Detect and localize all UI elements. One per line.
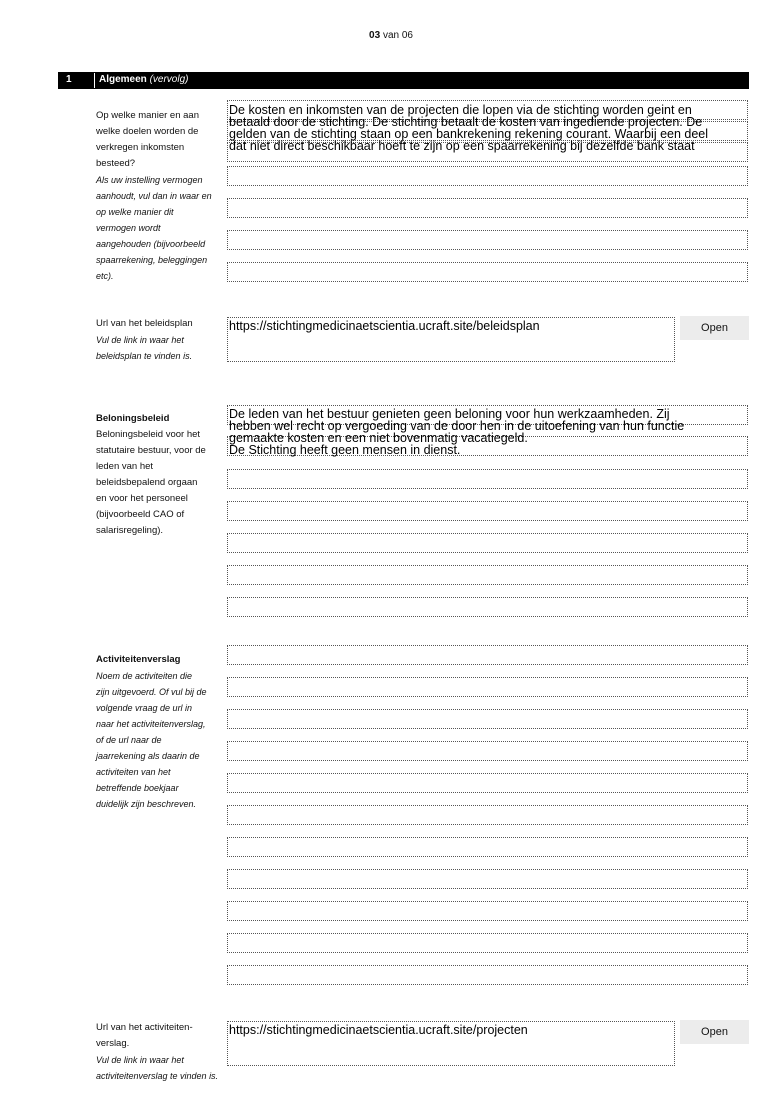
beloningsbeleid-line-6[interactable]: [227, 565, 748, 585]
besteding-label-block: [96, 108, 224, 284]
section-subtitle: (vervolg): [149, 74, 189, 85]
beleidsplan-url: https://stichtingmedicinaetscientia.ucraft.site/beleidsplan: [229, 319, 540, 333]
beloningsbeleid-line-7[interactable]: [227, 597, 748, 617]
beloningsbeleid-title: Beloningsbeleid: [96, 413, 170, 424]
beleidsplan-open-button[interactable]: Open: [680, 316, 749, 340]
activiteitenverslag-title: Activiteitenverslag: [96, 654, 181, 665]
beleidsplan-hint: Vul de link in waar het beleidsplan te vinden is.: [96, 335, 193, 361]
verslag-open-button[interactable]: Open: [680, 1020, 749, 1044]
activiteiten-line-10[interactable]: [227, 933, 748, 953]
beloningsbeleid-line-3[interactable]: [227, 469, 748, 489]
page-total: van 06: [382, 30, 413, 41]
beleidsplan-label-block: [96, 316, 224, 364]
besteding-line-7[interactable]: [227, 262, 748, 282]
besteding-line-5[interactable]: [227, 198, 748, 218]
activiteiten-line-2[interactable]: [227, 677, 748, 697]
verslag-url-label: Url van het activiteiten-verslag.: [96, 1022, 193, 1049]
section-number: 1: [66, 74, 72, 85]
activiteitenverslag-label-block: [96, 652, 224, 812]
verslag-url-label-block: [96, 1020, 224, 1084]
beloningsbeleid-line-4[interactable]: [227, 501, 748, 521]
verslag-url: https://stichtingmedicinaetscientia.ucraft.site/projecten: [229, 1023, 528, 1037]
activiteiten-line-1[interactable]: [227, 645, 748, 665]
activiteiten-line-9[interactable]: [227, 901, 748, 921]
activiteiten-line-5[interactable]: [227, 773, 748, 793]
page-number: [0, 30, 782, 41]
activiteiten-line-6[interactable]: [227, 805, 748, 825]
activiteiten-line-3[interactable]: [227, 709, 748, 729]
besteding-label: Op welke manier en aan welke doelen worden de verkregen inkomsten besteed?: [96, 110, 199, 169]
activiteiten-line-7[interactable]: [227, 837, 748, 857]
page-current: 03: [369, 30, 381, 41]
verslag-url-hint: Vul de link in waar het activiteitenverslag te vinden is.: [96, 1055, 219, 1081]
section-title-text: Algemeen: [99, 74, 147, 85]
activiteiten-line-11[interactable]: [227, 965, 748, 985]
section-title: [99, 74, 188, 85]
beloningsbeleid-label: Beloningsbeleid voor het statutaire bestuur, voor de leden van het beleidsbepalend orgaan en voor het personeel (bijvoorbeeld CAO of salarisregeling).: [96, 429, 206, 536]
section-divider: [94, 73, 95, 88]
activiteiten-line-8[interactable]: [227, 869, 748, 889]
besteding-hint: Als uw instelling vermogen aanhoudt, vul dan in waar en op welke manier dit vermogen wordt aangehouden (bijvoorbeeld spaarrekening, beleggingen etc).: [96, 175, 212, 281]
activiteitenverslag-hint: Noem de activiteiten die zijn uitgevoerd. Of vul bij de volgende vraag de url in naar het activiteitenverslag, of de url naar de jaarrekening als daarin de activiteiten van het betreffende boekjaar duidelijk zijn beschreven.: [96, 671, 207, 809]
besteding-line-4[interactable]: [227, 166, 748, 186]
beloningsbeleid-line-5[interactable]: [227, 533, 748, 553]
beloningsbeleid-label-block: [96, 411, 224, 539]
besteding-line-6[interactable]: [227, 230, 748, 250]
activiteiten-line-4[interactable]: [227, 741, 748, 761]
beleidsplan-label: Url van het beleidsplan: [96, 318, 193, 329]
beloningsbeleid-text: De leden van het bestuur genieten geen beloning voor hun werkzaamheden. Zij hebben wel recht op vergoeding van de door hen in de uitoefening van hun functie gemaakte kosten en een niet bovenmatig vacatiegeld. De Stichting heeft geen mensen in dienst.: [229, 407, 685, 457]
besteding-text: De kosten en inkomsten van de projecten die lopen via de stichting worden geint en betaald door de stichting. De stichting betaalt de kosten van ingediende projecten. De gelden van de stichting staan op een bankrekening rekening courant. Waarbij een deel dat niet direct beschikbaar hoeft te zijn op een spaarrekening bij dezelfde bank staat: [229, 103, 709, 153]
